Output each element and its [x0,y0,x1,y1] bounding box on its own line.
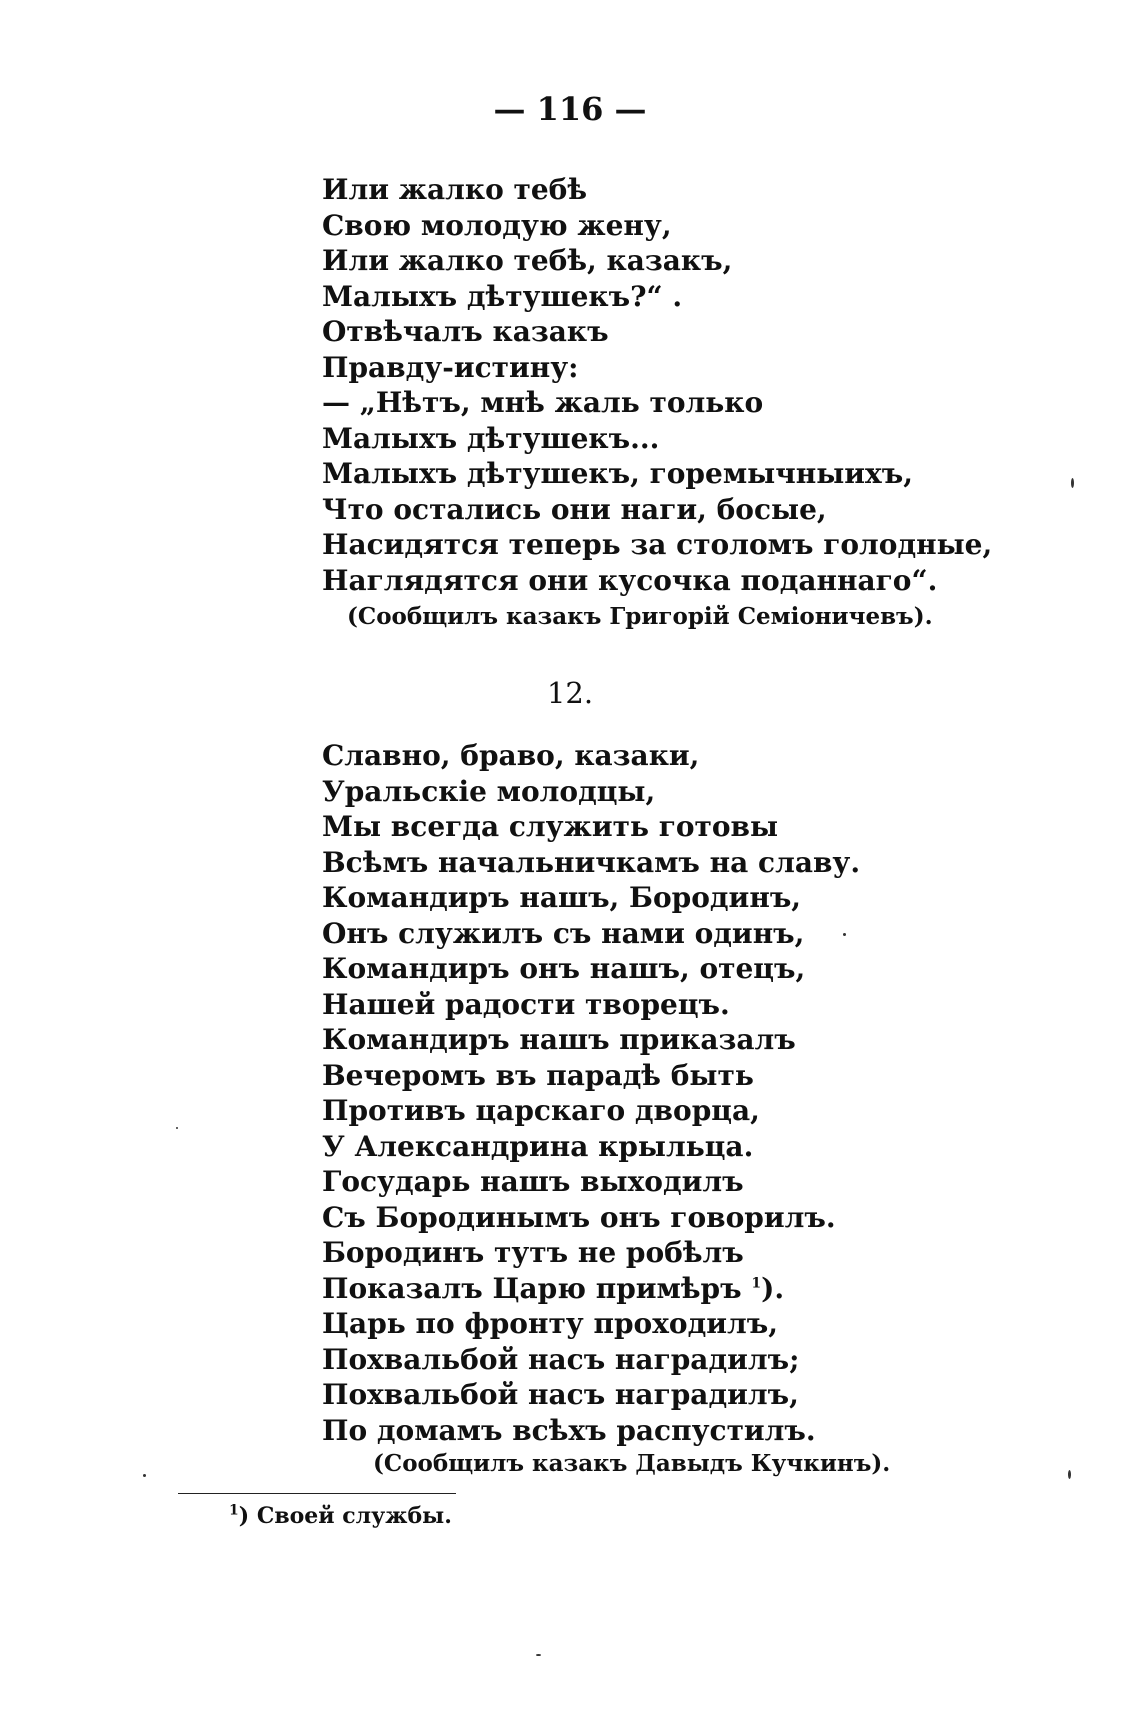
scan-speck [1068,1470,1071,1479]
poem-line: Командиръ нашъ приказалъ [322,1023,796,1056]
poem-line: Похвальбой насъ наградилъ, [322,1378,799,1411]
poem-line: Славно, браво, казаки, [322,739,700,772]
scan-speck [536,1654,541,1656]
poem-line: Бородинъ тутъ не робѣлъ [322,1236,744,1269]
poem-line: Свою молодую жену, [322,208,672,242]
section-number: 12. [546,676,594,710]
poem-line: Всѣмъ начальничкамъ на славу. [322,845,861,879]
poem-line: Отвѣчалъ казакъ [322,315,609,348]
poem-12-attribution: (Сообщилъ казакъ Давыдъ Кучкинъ). [373,1450,891,1477]
poem-line: Похвальбой насъ наградилъ; [322,1342,800,1376]
poem-line: — „Нѣтъ, мнѣ жаль только [322,386,764,419]
footnote-divider [178,1493,456,1494]
poem-line: Малыхъ дѣтушекъ, горемычныихъ, [322,457,913,490]
poem-line: Уральскіе молодцы, [322,774,656,808]
poem-11 [322,172,992,598]
poem-line-with-footnote [322,1271,860,1307]
scan-speck [843,933,846,936]
poem-line: Командиръ нашъ, Бородинъ, [322,881,802,914]
poem-line: Правду-истину: [322,350,579,384]
poem-line-text: Показалъ Царю примѣръ [322,1271,742,1305]
poem-line: Что остались они наги, босые, [322,492,827,526]
footnote-marker: 1 [229,1502,239,1519]
poem-line: Или жалко тебѣ, казакъ, [322,244,733,277]
poem-line: Вечеромъ въ парадѣ быть [322,1058,754,1092]
footnote-reference: 1 [751,1275,762,1292]
footnote-reference-suffix: ). [761,1271,785,1305]
poem-line: Малыхъ дѣтушекъ... [322,421,660,455]
scan-speck [143,1474,146,1477]
poem-line: Государь нашъ выходилъ [322,1165,744,1198]
poem-line: Наглядятся они кусочка поданнаго“. [322,563,938,597]
poem-line: Противъ царскаго дворца, [322,1094,760,1127]
poem-line: Мы всегда служить готовы [322,810,779,843]
poem-12 [322,738,860,1448]
poem-line: Онъ служилъ съ нами одинъ, [322,916,805,950]
poem-line: Или жалко тебѣ [322,173,588,206]
poem-line: Нашей радости творецъ. [322,987,730,1021]
poem-line: Насидятся теперь за столомъ голодные, [322,528,993,561]
scan-speck [1071,478,1074,488]
scan-speck [176,1127,178,1129]
poem-line: Царь по фронту проходилъ, [322,1307,778,1340]
footnote-text: ) Своей службы. [238,1503,452,1529]
poem-line: Малыхъ дѣтушекъ?“ . [322,279,683,313]
poem-line: Съ Бородинымъ онъ говорилъ. [322,1200,836,1234]
poem-11-attribution: (Сообщилъ казакъ Григорій Семіоничевъ). [347,603,933,630]
poem-line: Командиръ онъ нашъ, отецъ, [322,952,806,985]
poem-line: По домамъ всѣхъ распустилъ. [322,1413,816,1447]
footnote [229,1503,452,1529]
page-number: — 116 — [493,90,647,128]
poem-line: У Александрина крыльца. [322,1129,754,1163]
